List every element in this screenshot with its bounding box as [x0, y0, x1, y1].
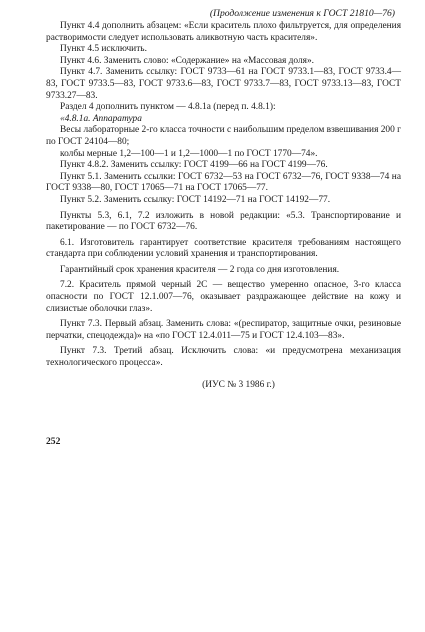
subheading-text: «4.8.1а. Аппаратура — [60, 113, 142, 124]
paragraph: Гарантийный срок хранения красителя — 2 года со дня изготовления. — [60, 264, 340, 275]
paragraph: Пункт 5.1. Заменить ссылки: ГОСТ 6732—53 на ГОСТ 6732—76, ГОСТ 9338—74 на ГОСТ 9338—80, ГОСТ 17065—71 на ГОСТ 17065—77. — [46, 171, 401, 194]
paragraph: Пункт 5.2. Заменить ссылку: ГОСТ 14192—71 на ГОСТ 14192—77. — [60, 194, 331, 205]
paragraph: Пункт 7.3. Первый абзац. Заменить слова: «(респиратор, защитные очки, резиновые перчатки, спецодежда)» на «по ГОСТ 12.4.011—75 и ГОСТ 12.4.103—83». — [46, 319, 401, 341]
paragraph: Пункт 4.6. Заменить слово: «Содержание» на «Массовая доля». — [60, 55, 315, 66]
document-body — [46, 21, 401, 391]
source-note: (ИУС № 3 1986 г.) — [202, 379, 275, 390]
paragraph: Пункт 7.3. Третий абзац. Исключить слова: «и предусмотрена механизация технологического процесса». — [46, 346, 401, 369]
paragraph: 6.1. Изготовитель гарантирует соответствие красителя требованиям настоящего стандарта при соблюдении условий хранения и транспортирования. — [46, 237, 401, 260]
paragraph: колбы мерные 1,2—100—1 и 1,2—1000—1 по ГОСТ 1770—74». — [60, 148, 318, 159]
paragraph: Пункт 4.5 исключить. — [60, 44, 147, 55]
running-header: (Продолжение изменения к ГОСТ 21810—76) — [209, 8, 395, 19]
paragraph: Пункт 4.4 дополнить абзацем: «Если краситель плохо фильтруется, для определения растворимости следует использовать аликвотную часть красителя». — [46, 21, 401, 43]
paragraph-subheading — [46, 114, 401, 126]
page-number: 252 — [46, 436, 61, 447]
paragraph: Пункт 4.8.2. Заменить ссылку: ГОСТ 4199—66 на ГОСТ 4199—76. — [60, 160, 328, 171]
paragraph: Весы лабораторные 2-го класса точности с наибольшим пределом взвешивания 200 г по ГОСТ 24104—80; — [46, 125, 401, 147]
paragraph: Раздел 4 дополнить пунктом — 4.8.1а (перед п. 4.8.1): — [60, 102, 276, 113]
paragraph: Пункты 5.3, 6.1, 7.2 изложить в новой редакции: «5.3. Транспортирование и пакетирование — по ГОСТ 6732—76. — [46, 210, 401, 233]
paragraph: Пункт 4.7. Заменить ссылку: ГОСТ 9733—61 на ГОСТ 9733.1—83, ГОСТ 9733.4—83, ГОСТ 9733.5—83, ГОСТ 9733.6—83, ГОСТ 9733.7—83, ГОСТ 9733.13—83, ГОСТ 9733.27—83. — [46, 67, 401, 101]
paragraph: 7.2. Краситель прямой черный 2С — вещество умеренно опасное, 3-го класса опасности по ГОСТ 12.1.007—76, оказывает раздражающее действие на кожу и слизистые оболочки глаз». — [46, 280, 401, 314]
